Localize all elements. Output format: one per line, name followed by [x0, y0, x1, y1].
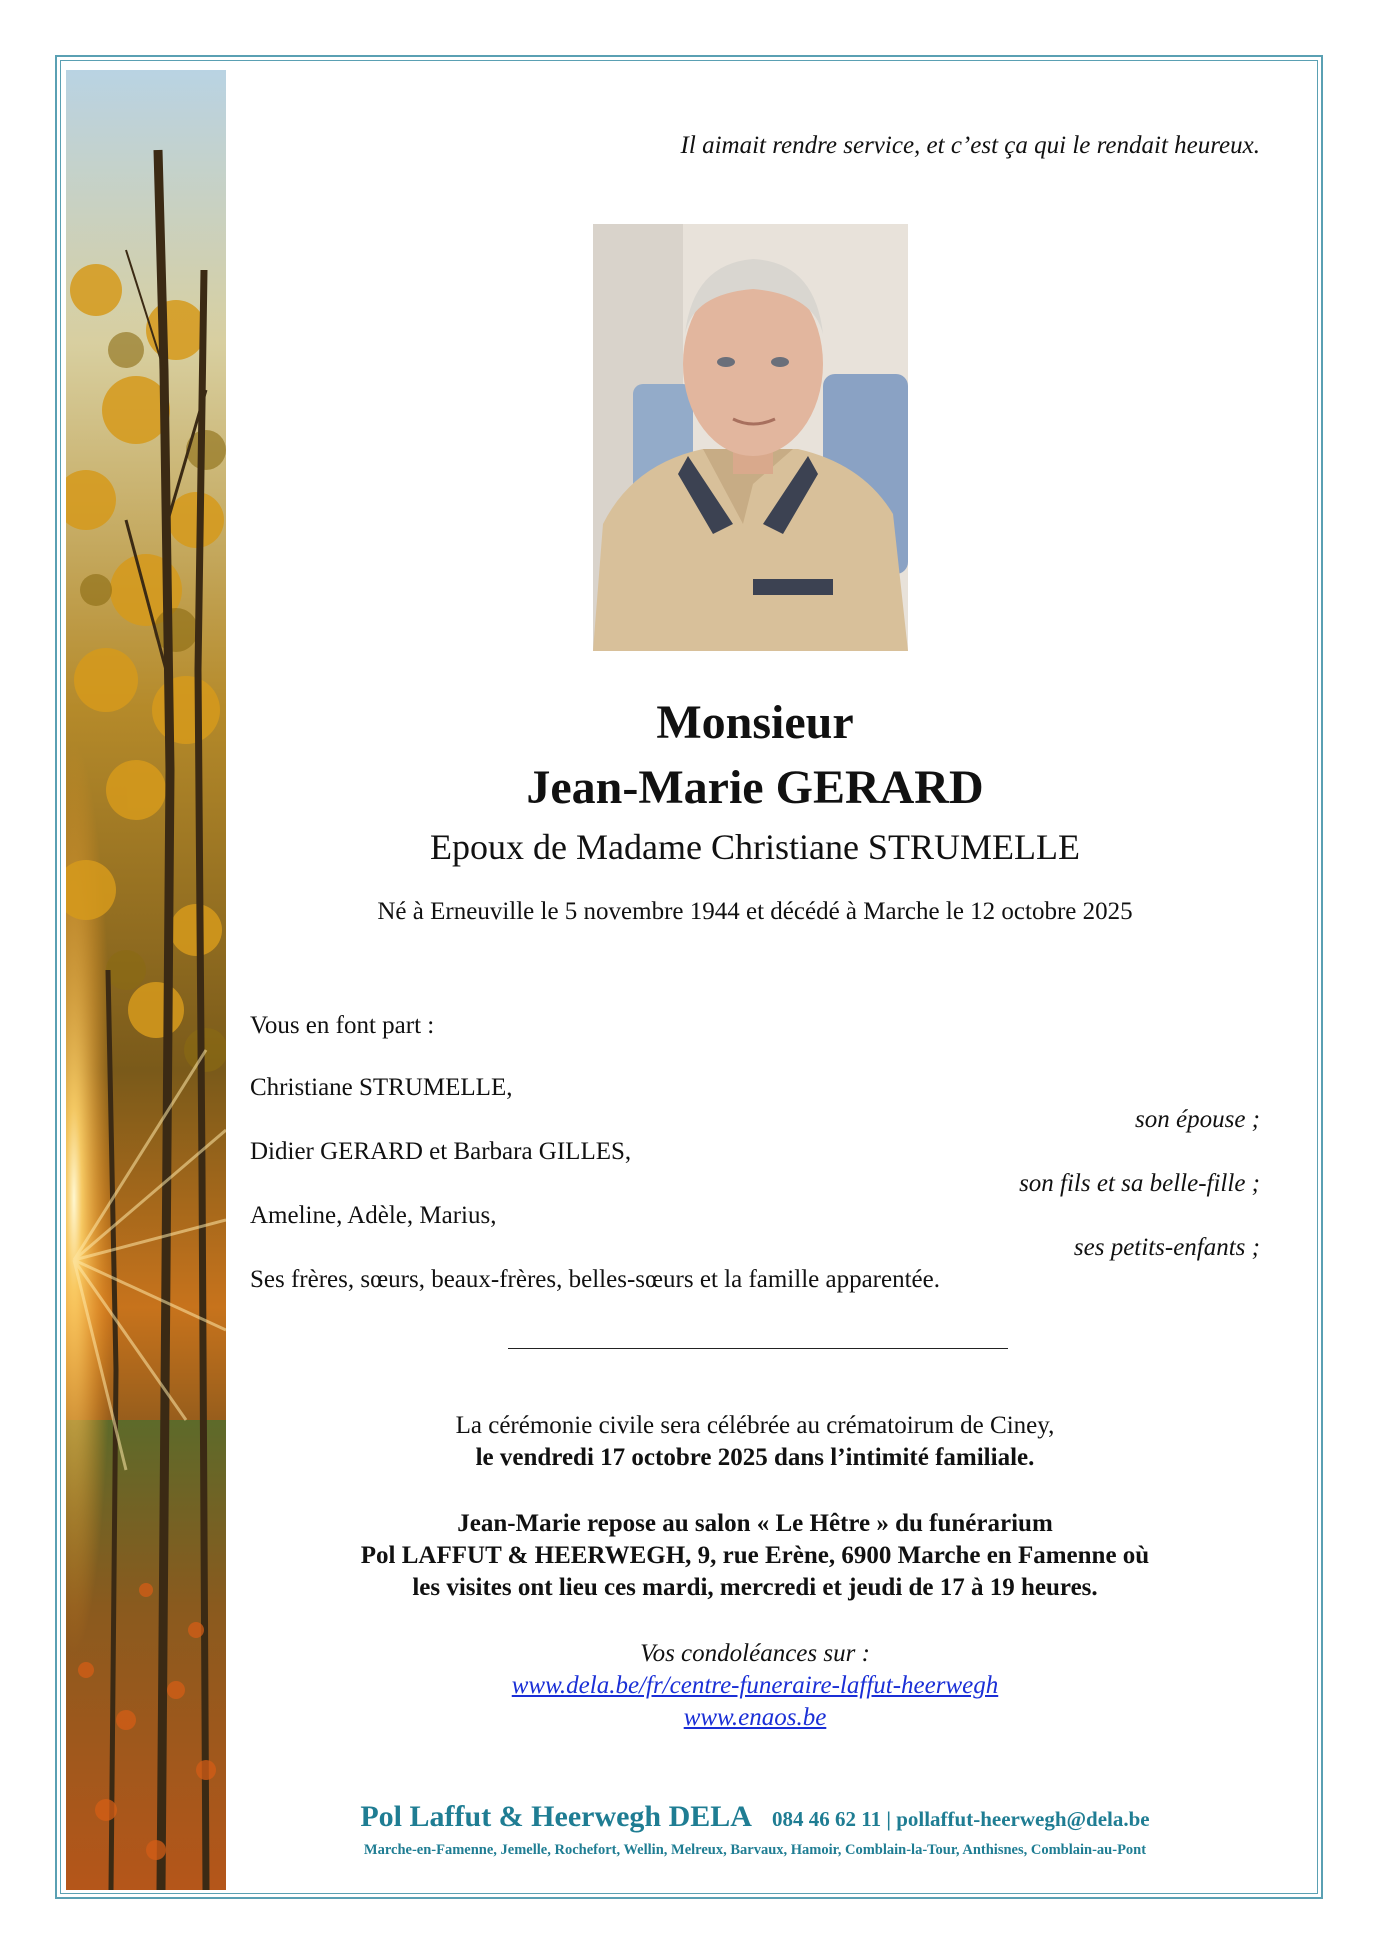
mourner-entry: [250, 1072, 1260, 1136]
mourner-names: Christiane STRUMELLE,: [250, 1074, 513, 1101]
mourners-section: [250, 1012, 1260, 1296]
mourner-relation: son fils et sa belle-fille ;: [1019, 1170, 1260, 1197]
brand-logo: [360, 1800, 752, 1834]
visit-line-2: Pol LAFFUT & HEERWEGH, 9, rue Erène, 6900 Marche en Famenne où: [360, 1542, 1150, 1569]
mourner-entry: [250, 1200, 1260, 1264]
contact-info: 084 46 62 11 | pollaffut-heerwegh@dela.be: [771, 1807, 1150, 1831]
portrait-photo: [593, 224, 908, 651]
visit-info: [250, 1508, 1260, 1604]
spouse-line: Epoux de Madame Christiane STRUMELLE: [430, 827, 1080, 867]
birth-death-line: Né à Erneuville le 5 novembre 1944 et décédé à Marche le 12 octobre 2025: [377, 898, 1133, 925]
autumn-forest-image: [66, 70, 226, 1890]
condolences-section: [250, 1638, 1260, 1734]
mourner-entry: [250, 1136, 1260, 1200]
condolences-link-enaos[interactable]: www.enaos.be: [683, 1704, 827, 1731]
condolences-link-dela[interactable]: www.dela.be/fr/centre-funeraire-laffut-heerwegh: [511, 1672, 999, 1699]
brand-dela: DELA: [668, 1800, 752, 1833]
deceased-name: Jean-Marie GERARD: [526, 761, 984, 814]
mourner-names: Didier GERARD et Barbara GILLES,: [250, 1138, 632, 1165]
family-line: Ses frères, sœurs, beaux-frères, belles-sœurs et la famille apparentée.: [250, 1266, 940, 1293]
branch-towns: Marche-en-Famenne, Jemelle, Rochefort, Wellin, Melreux, Barvaux, Hamoir, Comblain-la-Tour, Anthisnes, Comblain-au-Pont: [363, 1842, 1147, 1858]
ceremony-info: [250, 1410, 1260, 1474]
funeral-home-footer: [250, 1800, 1260, 1859]
ceremony-line-1: La cérémonie civile sera célébrée au crématoirum de Ciney,: [455, 1412, 1055, 1439]
honorific: Monsieur: [656, 696, 854, 749]
mourner-relation: ses petits-enfants ;: [1073, 1234, 1260, 1261]
visit-line-1: Jean-Marie repose au salon « Le Hêtre » du funérarium: [457, 1510, 1053, 1537]
brand-name: Pol Laffut & Heerwegh: [360, 1800, 662, 1833]
ceremony-line-2: le vendredi 17 octobre 2025 dans l’intimité familiale.: [475, 1444, 1035, 1471]
section-divider: [508, 1348, 1008, 1349]
condolences-label: Vos condoléances sur :: [640, 1640, 870, 1667]
visit-line-3: les visites ont lieu ces mardi, mercredi et jeudi de 17 à 19 heures.: [412, 1574, 1098, 1601]
motto-quote: Il aimait rendre service, et c’est ça qui le rendait heureux.: [680, 132, 1260, 159]
mourner-names: Ameline, Adèle, Marius,: [250, 1202, 497, 1229]
mourner-relation: son épouse ;: [1135, 1106, 1260, 1133]
mourners-intro: Vous en font part :: [250, 1012, 435, 1039]
